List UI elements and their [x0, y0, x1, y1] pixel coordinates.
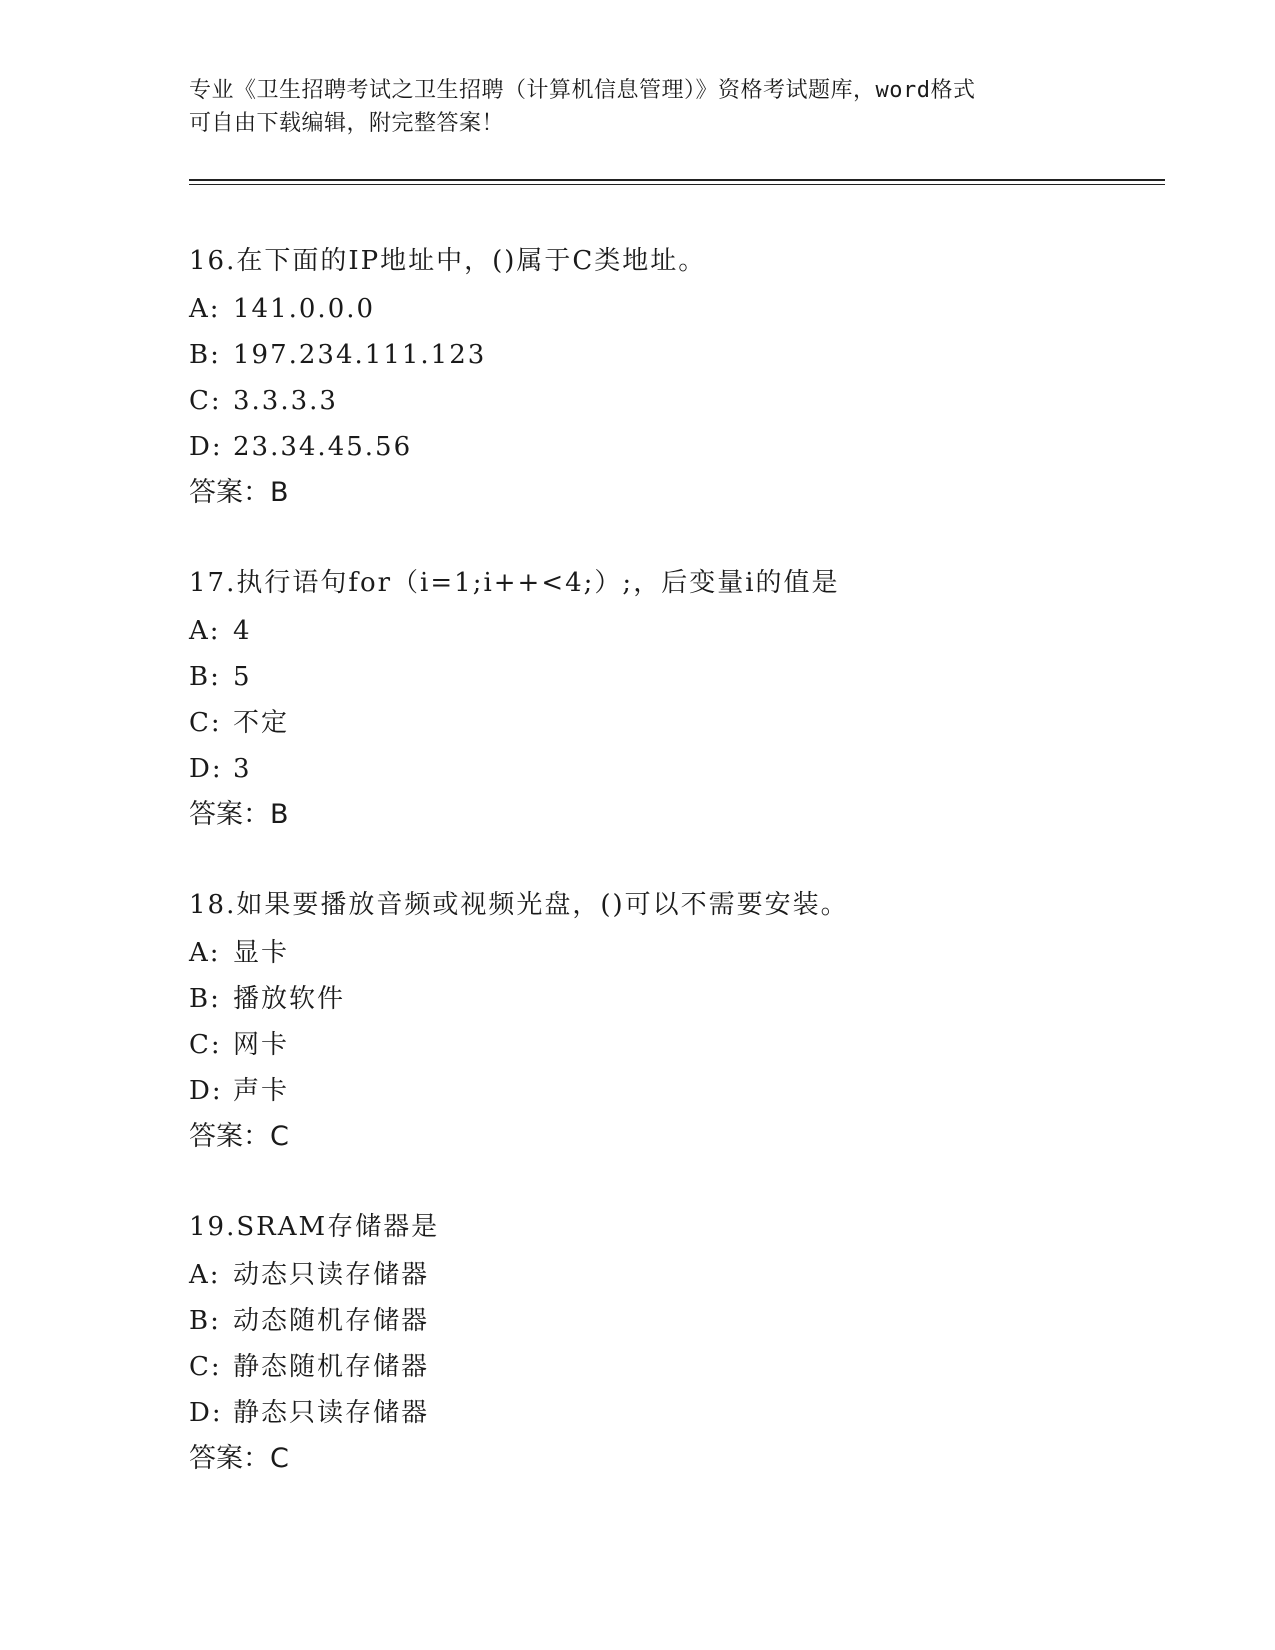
header-line-1: 专业《卫生招聘考试之卫生招聘（计算机信息管理）》资格考试题库，word格式	[189, 78, 976, 103]
option-c	[189, 1344, 1169, 1390]
option-letter: C:	[189, 708, 222, 738]
option-text: 播放软件	[233, 984, 346, 1014]
option-letter: B:	[189, 1306, 221, 1336]
option-d	[189, 1390, 1169, 1436]
option-a	[189, 608, 1169, 654]
option-a	[189, 286, 1169, 332]
document-header	[189, 74, 1089, 140]
option-text: 静态随机存储器	[233, 1352, 430, 1382]
option-a	[189, 1252, 1169, 1298]
option-letter: B:	[189, 662, 221, 692]
question-stem: 18.如果要播放音频或视频光盘，()可以不需要安装。	[189, 890, 849, 920]
option-letter: D:	[189, 1076, 223, 1106]
question-stem: 16.在下面的IP地址中，()属于C类地址。	[189, 246, 707, 276]
option-text: 静态只读存储器	[233, 1398, 430, 1428]
answer-line: 答案：B	[189, 477, 289, 508]
option-text: 3	[233, 754, 252, 784]
option-letter: B:	[189, 984, 221, 1014]
option-b	[189, 654, 1169, 700]
question-17	[189, 558, 1169, 880]
question-16	[189, 236, 1169, 558]
question-19	[189, 1202, 1169, 1524]
option-c	[189, 1022, 1169, 1068]
answer-line: 答案：C	[189, 1443, 289, 1474]
option-a	[189, 930, 1169, 976]
option-b	[189, 332, 1169, 378]
option-letter: B:	[189, 340, 221, 370]
option-text: 197.234.111.123	[233, 340, 487, 370]
option-letter: A:	[189, 1260, 221, 1290]
option-c	[189, 378, 1169, 424]
option-text: 网卡	[233, 1030, 290, 1060]
option-d	[189, 424, 1169, 470]
answer-line: 答案：B	[189, 799, 289, 830]
option-d	[189, 746, 1169, 792]
option-letter: D:	[189, 432, 223, 462]
option-d	[189, 1068, 1169, 1114]
option-letter: D:	[189, 754, 223, 784]
option-c	[189, 700, 1169, 746]
question-18	[189, 880, 1169, 1202]
option-text: 声卡	[233, 1076, 290, 1106]
option-letter: C:	[189, 1352, 222, 1382]
option-text: 显卡	[233, 938, 290, 968]
answer-line: 答案：C	[189, 1121, 289, 1152]
question-stem: 17.执行语句for（i=1;i++<4;）;，后变量i的值是	[189, 568, 840, 598]
option-text: 不定	[233, 708, 290, 738]
option-b	[189, 1298, 1169, 1344]
header-line-2: 可自由下载编辑，附完整答案！	[189, 111, 505, 136]
header-divider-thick	[189, 179, 1165, 181]
option-letter: A:	[189, 616, 221, 646]
question-stem: 19.SRAM存储器是	[189, 1212, 440, 1242]
option-text: 5	[233, 662, 252, 692]
question-list	[189, 236, 1169, 1524]
option-text: 动态只读存储器	[233, 1260, 430, 1290]
option-text: 动态随机存储器	[233, 1306, 430, 1336]
option-text: 3.3.3.3	[233, 386, 338, 416]
option-letter: C:	[189, 386, 222, 416]
header-divider-thin	[189, 184, 1165, 185]
option-letter: A:	[189, 294, 221, 324]
option-text: 23.34.45.56	[233, 432, 413, 462]
option-text: 4	[233, 616, 252, 646]
option-b	[189, 976, 1169, 1022]
option-text: 141.0.0.0	[233, 294, 376, 324]
option-letter: C:	[189, 1030, 222, 1060]
option-letter: A:	[189, 938, 221, 968]
option-letter: D:	[189, 1398, 223, 1428]
